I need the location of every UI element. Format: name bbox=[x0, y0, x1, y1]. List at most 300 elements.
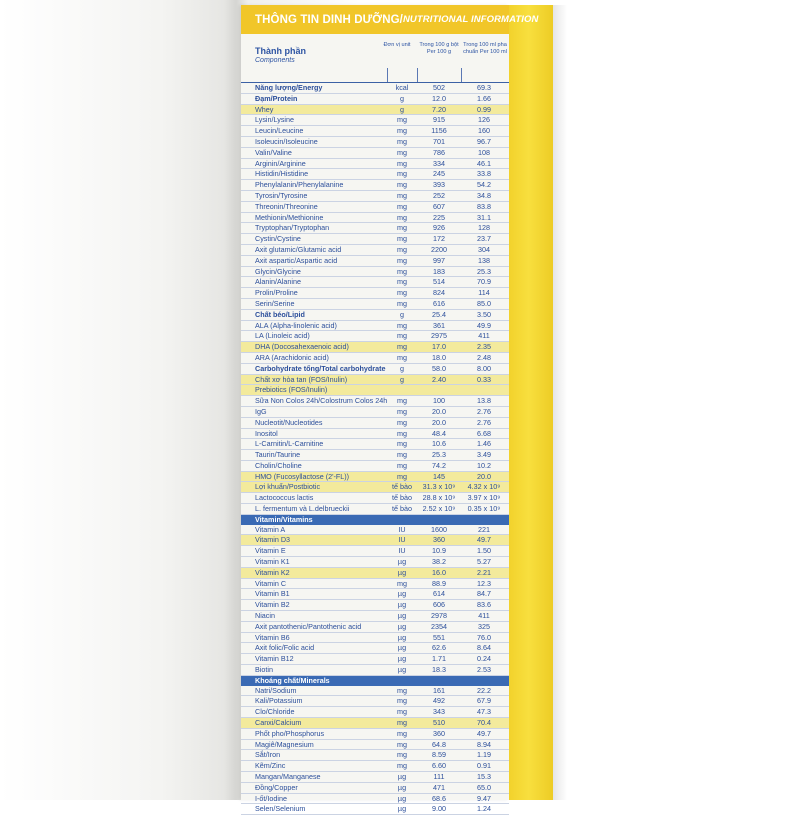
header-per-100ml: Trong 100 ml pha chuẩn Per 100 ml bbox=[463, 42, 507, 55]
value-per-100g: 2.40 bbox=[432, 374, 446, 384]
value-per-100ml: 6.68 bbox=[477, 428, 491, 438]
value-per-100ml: 325 bbox=[478, 621, 490, 631]
value-per-100ml: 128 bbox=[478, 223, 490, 233]
value-per-100ml: 0.99 bbox=[477, 104, 491, 114]
nutrient-name: Threonin/Threonine bbox=[255, 201, 318, 211]
table-row bbox=[241, 202, 509, 213]
nutrient-unit: mg bbox=[397, 718, 407, 728]
value-per-100g: 824 bbox=[433, 288, 445, 298]
value-per-100g: 510 bbox=[433, 718, 445, 728]
header-unit: Đơn vị unit bbox=[383, 42, 411, 48]
table-row bbox=[241, 750, 509, 761]
nutrient-unit: g bbox=[400, 363, 404, 373]
value-per-100g: 2200 bbox=[431, 244, 447, 254]
nutrient-unit: IU bbox=[398, 535, 406, 545]
value-per-100ml: 4.32 x 10⁹ bbox=[467, 482, 501, 492]
value-per-100g: 514 bbox=[433, 277, 445, 287]
value-per-100g: 20.0 bbox=[432, 406, 446, 416]
value-per-100ml: 126 bbox=[478, 115, 490, 125]
value-per-100g: 74.2 bbox=[432, 460, 446, 470]
table-row bbox=[241, 288, 509, 299]
table-row bbox=[241, 137, 509, 148]
nutrient-name: Carbohydrate tổng/Total carbohydrate bbox=[255, 363, 386, 373]
value-per-100ml: 304 bbox=[478, 244, 490, 254]
table-row bbox=[241, 504, 509, 515]
nutrient-name: Biotin bbox=[255, 665, 273, 675]
value-per-100ml: 67.9 bbox=[477, 696, 491, 706]
value-per-100g: 1156 bbox=[431, 126, 447, 136]
value-per-100g: 25.3 bbox=[432, 450, 446, 460]
value-per-100g: 2978 bbox=[431, 611, 447, 621]
nutrient-name: Lysin/Lysine bbox=[255, 115, 295, 125]
nutrient-name: Sữa Non Colos 24h/Colostrum Colos 24h bbox=[255, 396, 388, 406]
nutrient-name: Serin/Serine bbox=[255, 298, 295, 308]
table-row bbox=[241, 245, 509, 256]
value-per-100ml: 8.00 bbox=[477, 363, 491, 373]
table-row bbox=[241, 439, 509, 450]
table-row bbox=[241, 418, 509, 429]
value-per-100g: 88.9 bbox=[432, 578, 446, 588]
nutrient-name: Vitamin K2 bbox=[255, 567, 290, 577]
nutrient-unit: mg bbox=[397, 439, 407, 449]
value-per-100g: 100 bbox=[433, 396, 445, 406]
table-row bbox=[241, 794, 509, 805]
nutrient-name: Phốt pho/Phosphorus bbox=[255, 728, 325, 738]
nutrient-name: Vitamin B12 bbox=[255, 654, 294, 664]
value-per-100g: 614 bbox=[433, 589, 445, 599]
nutrient-name: Vitamin C bbox=[255, 578, 287, 588]
value-per-100ml: 84.7 bbox=[477, 589, 491, 599]
value-per-100ml: 3.49 bbox=[477, 450, 491, 460]
value-per-100ml: 69.3 bbox=[477, 83, 491, 92]
value-per-100g: 38.2 bbox=[432, 557, 446, 567]
value-per-100g: 360 bbox=[433, 535, 445, 545]
table-row bbox=[241, 804, 509, 815]
value-per-100g: 31.3 x 10⁹ bbox=[422, 482, 456, 492]
nutrient-name: LA (Linoleic acid) bbox=[255, 331, 310, 341]
nutrient-unit: mg bbox=[397, 417, 407, 427]
table-row bbox=[241, 385, 509, 396]
nutrient-unit: µg bbox=[397, 643, 407, 653]
value-per-100g: 58.0 bbox=[432, 363, 446, 373]
value-per-100g: 17.0 bbox=[432, 342, 446, 352]
nutrient-unit: mg bbox=[397, 277, 407, 287]
table-row bbox=[241, 364, 509, 375]
table-row bbox=[241, 180, 509, 191]
nutrient-unit: mg bbox=[397, 320, 407, 330]
nutrient-name: ARA (Arachidonic acid) bbox=[255, 352, 329, 362]
table-row bbox=[241, 686, 509, 697]
nutrient-name: Selen/Selenium bbox=[255, 804, 306, 814]
table-row bbox=[241, 429, 509, 440]
nutrient-name: L-Carnitin/L-Carnitine bbox=[255, 439, 324, 449]
nutrient-unit: IU bbox=[398, 546, 406, 556]
table-row bbox=[241, 159, 509, 170]
nutrient-name: Axit pantothenic/Pantothenic acid bbox=[255, 621, 362, 631]
value-per-100g: 172 bbox=[433, 234, 445, 244]
nutrient-name: Prolin/Proline bbox=[255, 288, 298, 298]
value-per-100g: 1.71 bbox=[432, 654, 446, 664]
table-row bbox=[241, 105, 509, 116]
nutrient-unit: mg bbox=[397, 190, 407, 200]
table-row bbox=[241, 115, 509, 126]
nutrient-unit: mg bbox=[397, 147, 407, 157]
value-per-100ml: 22.2 bbox=[477, 685, 491, 695]
value-per-100g: 245 bbox=[433, 169, 445, 179]
value-per-100ml: 49.9 bbox=[477, 320, 491, 330]
nutrient-unit: mg bbox=[397, 406, 407, 416]
value-per-100g: 8.59 bbox=[432, 750, 446, 760]
table-row bbox=[241, 729, 509, 740]
table-row bbox=[241, 707, 509, 718]
nutrient-name: Arginin/Arginine bbox=[255, 158, 306, 168]
table-row bbox=[241, 407, 509, 418]
value-per-100ml: 8.94 bbox=[477, 739, 491, 749]
value-per-100g: 64.8 bbox=[432, 739, 446, 749]
nutrient-unit: mg bbox=[397, 298, 407, 308]
nutrient-unit: mg bbox=[397, 288, 407, 298]
nutrient-unit: mg bbox=[397, 126, 407, 136]
table-row bbox=[241, 256, 509, 267]
nutrient-name: Lợi khuẩn/Postbiotic bbox=[255, 482, 321, 492]
value-per-100ml: 46.1 bbox=[477, 158, 491, 168]
table-row bbox=[241, 375, 509, 386]
table-header bbox=[241, 34, 509, 83]
nutrient-unit: tế bào bbox=[392, 504, 412, 514]
title-vi: THÔNG TIN DINH DƯỠNG/ bbox=[255, 13, 403, 26]
value-per-100ml: 23.7 bbox=[477, 234, 491, 244]
value-per-100g: 334 bbox=[433, 158, 445, 168]
value-per-100ml: 2.48 bbox=[477, 352, 491, 362]
value-per-100g: 6.60 bbox=[432, 761, 446, 771]
nutrient-unit: mg bbox=[397, 739, 407, 749]
nutrient-name: Vitamin B2 bbox=[255, 600, 290, 610]
value-per-100ml: 31.1 bbox=[477, 212, 491, 222]
value-per-100ml: 3.50 bbox=[477, 309, 491, 319]
nutrient-name: Cystin/Cystine bbox=[255, 234, 301, 244]
value-per-100ml: 9.47 bbox=[477, 793, 491, 803]
nutrient-unit: µg bbox=[397, 557, 407, 567]
value-per-100ml: 1.19 bbox=[477, 750, 491, 760]
value-per-100ml: 1.46 bbox=[477, 439, 491, 449]
nutrient-unit: µg bbox=[397, 621, 407, 631]
table-row bbox=[241, 321, 509, 332]
nutrient-name: Chất béo/Lipid bbox=[255, 309, 305, 319]
value-per-100ml: 221 bbox=[478, 524, 490, 534]
table-row bbox=[241, 94, 509, 105]
value-per-100g: 62.6 bbox=[432, 643, 446, 653]
nutrient-name: Isoleucin/Isoleucine bbox=[255, 136, 318, 146]
nutrient-name: Vitamin B1 bbox=[255, 589, 290, 599]
value-per-100ml: 49.7 bbox=[477, 535, 491, 545]
header-components bbox=[255, 46, 306, 64]
value-per-100ml: 83.8 bbox=[477, 201, 491, 211]
table-row bbox=[241, 622, 509, 633]
nutrient-unit: mg bbox=[397, 136, 407, 146]
value-per-100ml: 49.7 bbox=[477, 728, 491, 738]
nutrient-unit: g bbox=[400, 374, 404, 384]
nutrient-unit: mg bbox=[397, 750, 407, 760]
nutrient-unit: mg bbox=[397, 212, 407, 222]
nutrient-unit: µg bbox=[397, 665, 407, 675]
header-components-en: Components bbox=[255, 57, 295, 64]
value-per-100ml: 54.2 bbox=[477, 180, 491, 190]
value-per-100ml: 0.33 bbox=[477, 374, 491, 384]
nutrient-unit: µg bbox=[397, 567, 407, 577]
value-per-100ml: 10.2 bbox=[477, 460, 491, 470]
table-row bbox=[241, 546, 509, 557]
nutrient-unit: g bbox=[400, 309, 404, 319]
value-per-100ml: 2.53 bbox=[477, 665, 491, 675]
value-per-100ml: 1.24 bbox=[477, 804, 491, 814]
value-per-100ml: 15.3 bbox=[477, 772, 491, 781]
value-per-100g: 18.3 bbox=[432, 665, 446, 675]
table-row bbox=[241, 740, 509, 751]
nutrient-name: Glycin/Glycine bbox=[255, 266, 301, 276]
nutrient-name: Valin/Valine bbox=[255, 147, 292, 157]
value-per-100g: 360 bbox=[433, 728, 445, 738]
value-per-100ml: 20.0 bbox=[477, 471, 491, 481]
table-row bbox=[241, 299, 509, 310]
value-per-100ml: 13.8 bbox=[477, 396, 491, 406]
value-per-100ml: 411 bbox=[478, 611, 490, 621]
value-per-100ml: 2.76 bbox=[477, 406, 491, 416]
table-row bbox=[241, 579, 509, 590]
nutrient-name: Phenylalanin/Phenylalanine bbox=[255, 180, 344, 190]
nutrient-unit: µg bbox=[397, 632, 407, 642]
nutrient-name: Taurin/Taurine bbox=[255, 450, 301, 460]
table-row bbox=[241, 633, 509, 644]
nutrient-name: Vitamin B6 bbox=[255, 632, 290, 642]
value-per-100ml: 160 bbox=[478, 126, 490, 136]
nutrient-name: Axit folic/Folic acid bbox=[255, 643, 315, 653]
value-per-100ml: 70.9 bbox=[477, 277, 491, 287]
nutrient-name: Natri/Sodium bbox=[255, 685, 297, 695]
value-per-100ml: 138 bbox=[478, 255, 490, 265]
table-row bbox=[241, 654, 509, 665]
nutrient-unit: mg bbox=[397, 471, 407, 481]
header-per-100g: Trong 100 g bột Per 100 g bbox=[419, 42, 459, 55]
table-row bbox=[241, 310, 509, 321]
value-per-100ml: 70.4 bbox=[477, 718, 491, 728]
header-divider bbox=[461, 68, 462, 82]
value-per-100ml: 411 bbox=[478, 331, 490, 341]
nutrient-name: Vitamin A bbox=[255, 524, 286, 534]
nutrient-unit: mg bbox=[397, 685, 407, 695]
nutrient-name: Vitamin K1 bbox=[255, 557, 290, 567]
nutrient-name: Cholin/Choline bbox=[255, 460, 302, 470]
header-components-vi: Thành phần bbox=[255, 46, 306, 56]
value-per-100g: 68.6 bbox=[432, 793, 446, 803]
value-per-100g: 607 bbox=[433, 201, 445, 211]
nutrient-unit: mg bbox=[397, 331, 407, 341]
value-per-100ml: 5.27 bbox=[477, 557, 491, 567]
value-per-100g: 701 bbox=[433, 136, 445, 146]
value-per-100g: 786 bbox=[433, 147, 445, 157]
table-row bbox=[241, 450, 509, 461]
table-row bbox=[241, 461, 509, 472]
nutrient-name: Lactococcus lactis bbox=[255, 493, 314, 503]
value-per-100g: 492 bbox=[433, 696, 445, 706]
nutrient-unit: mg bbox=[397, 169, 407, 179]
value-per-100g: 111 bbox=[433, 772, 445, 781]
table-row bbox=[241, 234, 509, 245]
nutrient-unit: mg bbox=[397, 342, 407, 352]
value-per-100ml: 47.3 bbox=[477, 707, 491, 717]
yellow-band bbox=[509, 5, 553, 800]
nutrient-unit: mg bbox=[397, 180, 407, 190]
nutrient-unit: IU bbox=[398, 524, 406, 534]
value-per-100g: 393 bbox=[433, 180, 445, 190]
nutrient-name: Leucin/Leucine bbox=[255, 126, 304, 136]
nutrient-name: DHA (Docosahexaenoic acid) bbox=[255, 342, 349, 352]
value-per-100g: 471 bbox=[433, 782, 445, 792]
nutrient-unit: µg bbox=[397, 804, 407, 814]
nutrient-name: Nucleotit/Nucleotides bbox=[255, 417, 323, 427]
nutrient-name: Đạm/Protein bbox=[255, 93, 298, 103]
table-row bbox=[241, 331, 509, 342]
section-header bbox=[241, 515, 509, 525]
nutrient-unit: mg bbox=[397, 201, 407, 211]
nutrient-unit: mg bbox=[397, 115, 407, 125]
value-per-100g: 502 bbox=[433, 83, 445, 92]
table-row bbox=[241, 493, 509, 504]
value-per-100ml: 25.3 bbox=[477, 266, 491, 276]
nutrient-name: Vitamin E bbox=[255, 546, 286, 556]
value-per-100g: 997 bbox=[433, 255, 445, 265]
value-per-100ml: 85.0 bbox=[477, 298, 491, 308]
value-per-100ml: 34.8 bbox=[477, 190, 491, 200]
value-per-100ml: 12.3 bbox=[477, 578, 491, 588]
nutrient-name: Vitamin D3 bbox=[255, 535, 291, 545]
value-per-100ml: 2.21 bbox=[477, 567, 491, 577]
value-per-100g: 926 bbox=[433, 223, 445, 233]
table-row bbox=[241, 223, 509, 234]
value-per-100g: 2354 bbox=[431, 621, 447, 631]
nutrient-unit: µg bbox=[397, 600, 407, 610]
nutrient-unit: mg bbox=[397, 578, 407, 588]
table-row bbox=[241, 126, 509, 137]
nutrient-unit: mg bbox=[397, 396, 407, 406]
nutrient-name: L. fermentum và L.delbrueckii bbox=[255, 504, 350, 514]
table-row bbox=[241, 482, 509, 493]
table-row bbox=[241, 472, 509, 483]
value-per-100ml: 0.91 bbox=[477, 761, 491, 771]
nutrient-unit: mg bbox=[397, 352, 407, 362]
nutrient-name: Kali/Potassium bbox=[255, 696, 303, 706]
nutrient-name: Kẽm/Zinc bbox=[255, 761, 286, 771]
value-per-100g: 915 bbox=[433, 115, 445, 125]
nutrient-name: Histidin/Histidine bbox=[255, 169, 309, 179]
table-row bbox=[241, 535, 509, 546]
value-per-100g: 606 bbox=[433, 600, 445, 610]
nutrient-name: Whey bbox=[255, 104, 274, 114]
table-row bbox=[241, 267, 509, 278]
nutrient-unit: mg bbox=[397, 244, 407, 254]
table-row bbox=[241, 83, 509, 94]
nutrient-name: Alanin/Alanine bbox=[255, 277, 301, 287]
nutrient-name: IgG bbox=[255, 406, 267, 416]
value-per-100ml: 0.35 x 10⁹ bbox=[467, 504, 501, 514]
header-divider bbox=[387, 68, 388, 82]
nutrient-name: HMO (Fucosyllactose (2'-FL)) bbox=[255, 471, 350, 481]
table-row bbox=[241, 191, 509, 202]
nutrient-unit: mg bbox=[397, 223, 407, 233]
nutrient-unit: mg bbox=[397, 761, 407, 771]
value-per-100g: 48.4 bbox=[432, 428, 446, 438]
value-per-100g: 16.0 bbox=[432, 567, 446, 577]
nutrient-name: Khoáng chất/Minerals bbox=[255, 675, 330, 685]
nutrient-unit: µg bbox=[397, 611, 407, 621]
nutrient-name: Vitamin/Vitamins bbox=[255, 514, 313, 524]
value-per-100g: 361 bbox=[433, 320, 445, 330]
value-per-100g: 2975 bbox=[431, 331, 447, 341]
nutrition-panel bbox=[241, 5, 539, 814]
nutrient-name: Axit glutamic/Glutamic acid bbox=[255, 244, 342, 254]
nutrient-unit: µg bbox=[397, 772, 407, 781]
nutrient-name: Sắt/Iron bbox=[255, 750, 281, 760]
nutrient-unit: mg bbox=[397, 255, 407, 265]
nutrient-name: Năng lượng/Energy bbox=[255, 83, 323, 92]
value-per-100g: 1600 bbox=[431, 524, 447, 534]
value-per-100ml: 76.0 bbox=[477, 632, 491, 642]
nutrient-unit: mg bbox=[397, 428, 407, 438]
value-per-100g: 252 bbox=[433, 190, 445, 200]
value-per-100ml: 1.50 bbox=[477, 546, 491, 556]
table-row bbox=[241, 396, 509, 407]
nutrient-name: Prebiotics (FOS/Inulin) bbox=[255, 385, 328, 395]
nutrient-unit: µg bbox=[397, 654, 407, 664]
nutrient-unit: mg bbox=[397, 266, 407, 276]
table-row bbox=[241, 611, 509, 622]
nutrient-name: I-ốt/Iodine bbox=[255, 793, 287, 803]
table-row bbox=[241, 718, 509, 729]
value-per-100g: 10.9 bbox=[432, 546, 446, 556]
table-row bbox=[241, 557, 509, 568]
nutrient-name: Niacin bbox=[255, 611, 275, 621]
value-per-100g: 2.52 x 10⁹ bbox=[422, 504, 456, 514]
value-per-100ml: 2.76 bbox=[477, 417, 491, 427]
table-row bbox=[241, 277, 509, 288]
value-per-100ml: 114 bbox=[478, 288, 490, 298]
nutrient-unit: µg bbox=[397, 589, 407, 599]
value-per-100g: 9.00 bbox=[432, 804, 446, 814]
nutrient-name: Canxi/Calcium bbox=[255, 718, 302, 728]
panel-title bbox=[241, 5, 539, 34]
value-per-100ml: 8.64 bbox=[477, 643, 491, 653]
nutrient-unit: mg bbox=[397, 460, 407, 470]
value-per-100g: 18.0 bbox=[432, 352, 446, 362]
section-header bbox=[241, 676, 509, 686]
nutrient-unit: mg bbox=[397, 728, 407, 738]
nutrient-unit: mg bbox=[397, 696, 407, 706]
table-row bbox=[241, 148, 509, 159]
band-shadow bbox=[553, 5, 567, 800]
value-per-100ml: 1.66 bbox=[477, 93, 491, 103]
table-row bbox=[241, 761, 509, 772]
nutrient-name: Inositol bbox=[255, 428, 278, 438]
nutrient-unit: mg bbox=[397, 234, 407, 244]
nutrient-name: Tyrosin/Tyrosine bbox=[255, 190, 308, 200]
nutrient-unit: mg bbox=[397, 450, 407, 460]
nutrient-name: Mangan/Manganese bbox=[255, 772, 321, 781]
header-divider bbox=[417, 68, 418, 82]
table-row bbox=[241, 213, 509, 224]
value-per-100g: 161 bbox=[433, 685, 445, 695]
value-per-100g: 183 bbox=[433, 266, 445, 276]
value-per-100g: 145 bbox=[433, 471, 445, 481]
value-per-100g: 343 bbox=[433, 707, 445, 717]
